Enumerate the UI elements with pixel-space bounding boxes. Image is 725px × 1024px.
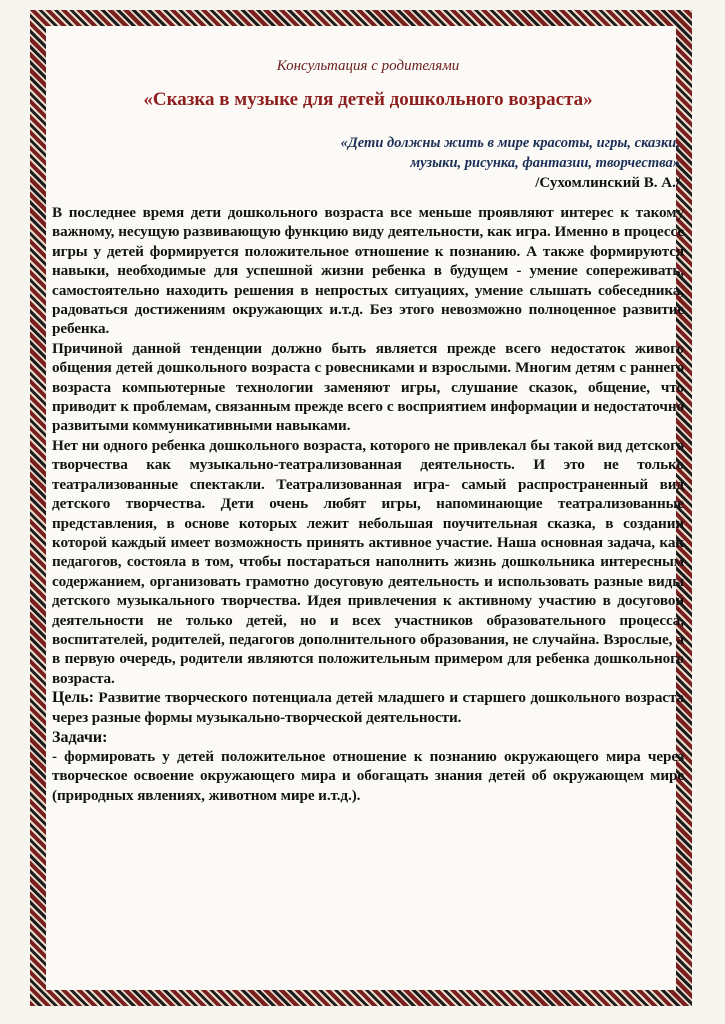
epigraph-author: /Сухомлинский В. А./ [535,175,680,191]
goal-paragraph [52,688,684,727]
goal-text: Развитие творческого потенциала детей младшего и старшего дошкольного возраста через разные формы музыкально-творческой деятельности. [52,689,684,726]
paragraph-3: Нет ни одного ребенка дошкольного возраста, которого не привлекал бы такой вид детского творчества как музыкально-театрализованная деятельность. И это не только театрализованные спектакли. Театрализованная игра- самый распространенный вид детского творчества. Дети очень любят игры, напоминающие театрализованные представления, в основе которых лежит небольшая поучительная сказка, в создании которой каждый имеет возможность принять активное участие. Наша основная задача, как педагогов, состояла в том, чтобы постараться наполнить жизнь дошкольника интересным содержанием, организовать грамотно досуговую деятельность и использовать разные виды детского музыкального творчества. Идея привлечения к активному участию в досуговой деятельности не только детей, но и всех участников образовательного процесса, воспитателей, родителей, педагогов дополнительного образования, не случайна. Взрослые, а в первую очередь, родители являются положительным примером для ребенка дошкольного возраста. [52,436,684,687]
epigraph-line-2: музыки, рисунка, фантазии, творчества» [410,155,680,171]
epigraph-line-1: «Дети должны жить в мире красоты, игры, сказки, [340,135,680,151]
paragraph-2: Причиной данной тенденции должно быть является прежде всего недостаток живого общения детей дошкольного возраста с ровесниками и взрослыми. Многим детям с раннего возраста компьютерные технологии заменяют игры, слушание сказок, общение, что приводит к проблемам, связанным прежде всего с восприятием информации и недостаточно развитыми коммуникативными навыками. [52,339,684,435]
paragraph-1: В последнее время дети дошкольного возраста все меньше проявляют интерес к такому важному, несущую развивающую функцию виду деятельности, как игра. Именно в процессе игры у детей формируется положительное отношение к познанию. А также формируются навыки, необходимые для успешной жизни ребенка в будущем - умение сопереживать, самостоятельно находить решения в непростых ситуациях, умение слышать собеседника, радоваться достижениям окружающих и.т.д. Без этого невозможно полноценное развитие ребенка. [52,204,684,338]
task-item-1: - формировать у детей положительное отношение к познанию окружающего мира через творческое освоение окружающего мира и обогащать знания детей об окружающем мире (природных явлениях, животном мире и.т.д.). [52,747,684,804]
document-content [52,30,684,980]
consultation-subtitle: Консультация с родителями [276,58,460,74]
tasks-label: Задачи: [52,728,108,746]
goal-label: Цель: [52,689,94,707]
document-title: «Сказка в музыке для детей дошкольного возраста» [143,89,593,110]
